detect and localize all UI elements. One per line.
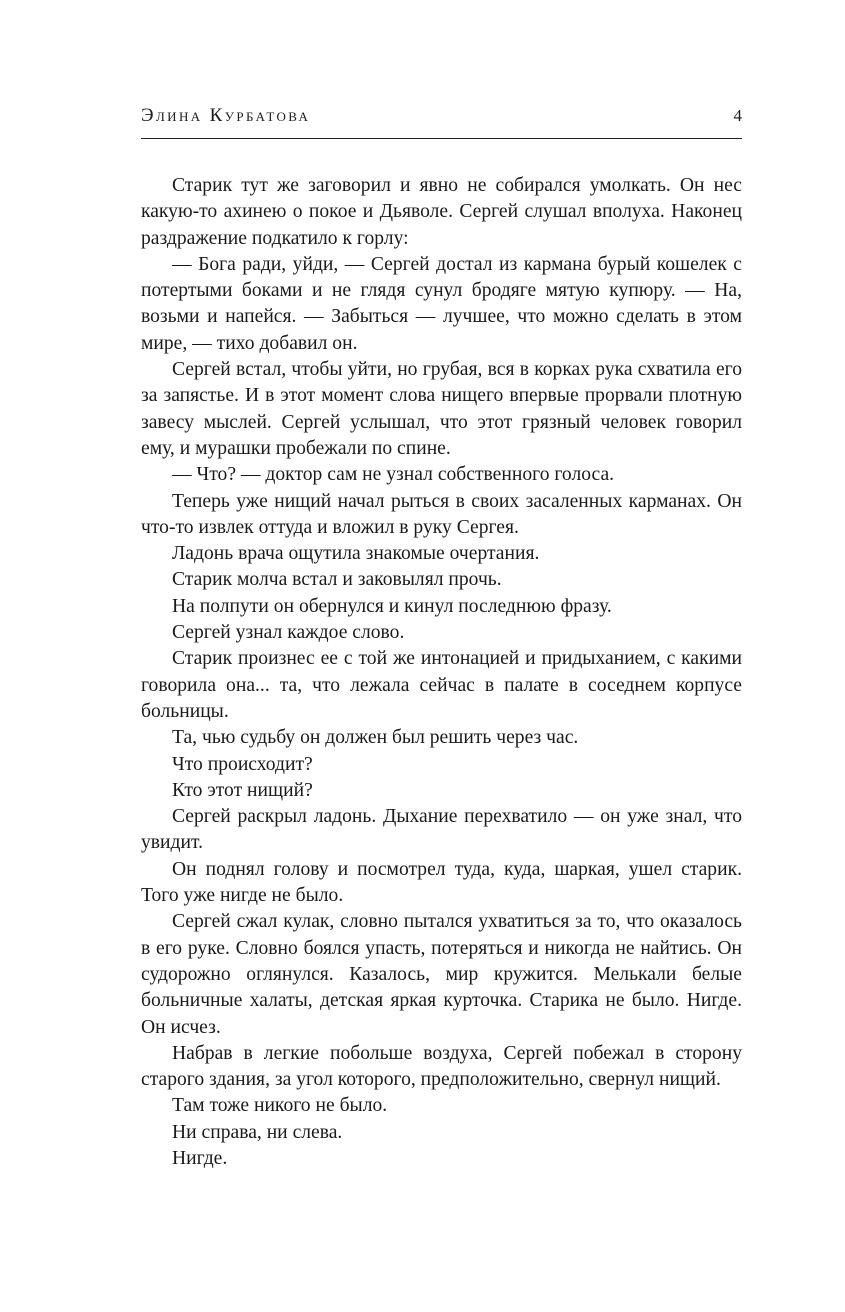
paragraph: Он поднял голову и посмотрел туда, куда, шаркая, ушел старик. Того уже нигде не было. <box>141 858 742 907</box>
paragraph: Та, чью судьбу он должен был решить через час. <box>172 727 579 749</box>
paragraph: Старик тут же заговорил и явно не собирался умолкать. Он нес какую-то ахинею о покое и Дьяволе. Сергей слушал вполуха. Наконец раздражение подкатило к горлу: <box>141 175 742 249</box>
paragraph: Сергей раскрыл ладонь. Дыхание перехватило — он уже знал, что увидит. <box>141 806 742 854</box>
paragraph: Старик произнес ее с той же интонацией и придыханием, с какими говорила она... та, что лежала сейчас в палате в соседнем корпусе больницы. <box>141 648 742 722</box>
paragraph: Что происходит? <box>172 753 313 775</box>
paragraph: Сергей узнал каждое слово. <box>172 622 405 644</box>
paragraph: На полпути он обернулся и кинул последнюю фразу. <box>172 595 612 617</box>
running-head <box>141 104 742 139</box>
paragraph: — Бога ради, уйди, — Сергей достал из кармана бурый кошелек с потертыми боками и не глядя сунул бродяге мятую купюру. — На, возьми и напейся. — Забыться — лучшее, что можно сделать в этом мире, — тихо добавил он. <box>141 253 742 354</box>
paragraph: Ни справа, ни слева. <box>172 1121 343 1143</box>
paragraph: Теперь уже нищий начал рыться в своих засаленных карманах. Он что-то извлек оттуда и вложил в руку Сергея. <box>141 490 742 538</box>
page-number: 4 <box>733 106 742 125</box>
paragraph: Сергей сжал кулак, словно пытался ухватиться за то, что оказалось в его руке. Словно боялся упасть, потеряться и никогда не найтись. Он судорожно оглянулся. Казалось, мир кружится. Мелькали белые больничные халаты, детская яркая курточка. Старика не было. Нигде. Он исчез. <box>141 911 742 1038</box>
paragraph: Кто этот нищий? <box>172 779 313 801</box>
paragraph: Ладонь врача ощутила знакомые очертания. <box>172 543 540 565</box>
author-name: Элина Курбатова <box>141 105 311 126</box>
paragraph: Сергей встал, чтобы уйти, но грубая, вся в корках рука схватила его за запястье. И в этот момент слова нищего впервые прорвали плотную завесу мыслей. Сергей услышал, что этот грязный человек говорил ему, и мурашки пробежали по спине. <box>141 359 742 459</box>
paragraph: Старик молча встал и заковылял прочь. <box>172 569 502 591</box>
body-text <box>141 173 742 1172</box>
paragraph: Набрав в легкие побольше воздуха, Сергей побежал в сторону старого здания, за угол которого, предположительно, свернул нищий. <box>141 1042 742 1091</box>
paragraph: Там тоже никого не было. <box>172 1095 388 1117</box>
paragraph: Нигде. <box>172 1147 228 1169</box>
paragraph: — Что? — доктор сам не узнал собственного голоса. <box>172 464 615 486</box>
